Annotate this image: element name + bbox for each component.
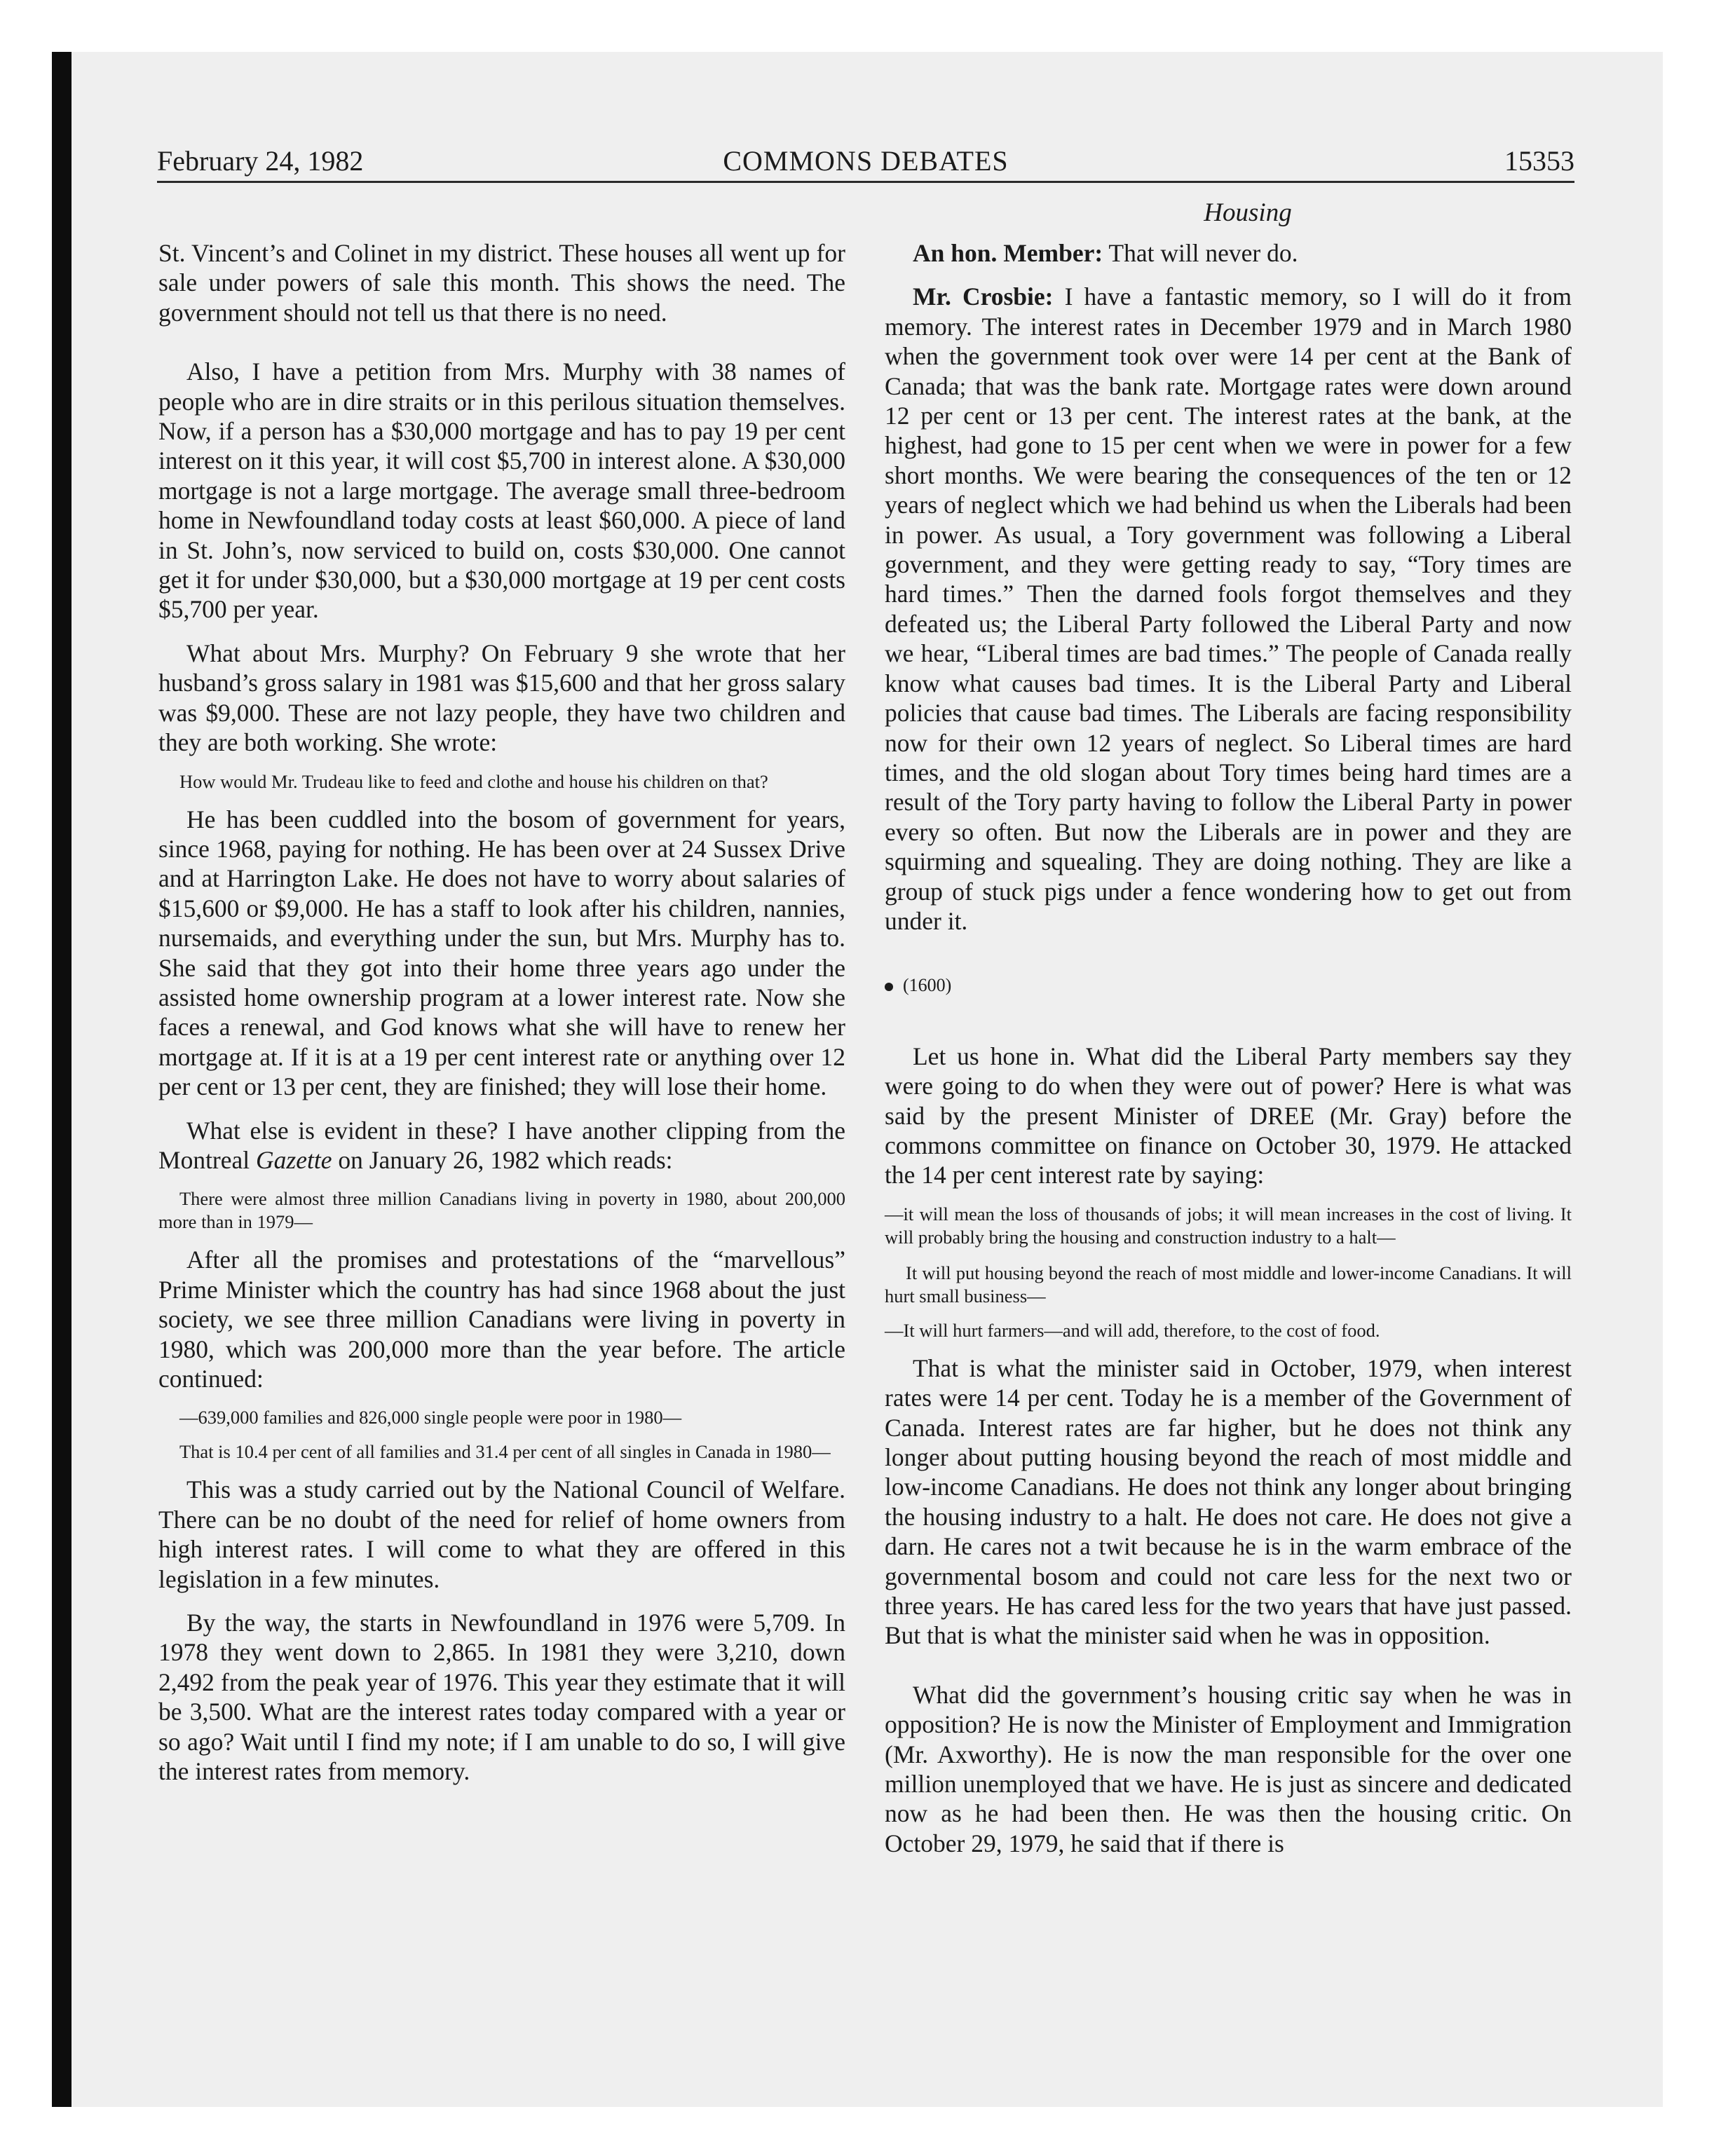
speech: [885, 238, 1572, 268]
quotation: —639,000 families and 826,000 single people were poor in 1980—: [179, 1407, 682, 1428]
header-title: COMMONS DEBATES: [723, 145, 1009, 177]
right-column: [885, 238, 1572, 1858]
paragraph: What about Mrs. Murphy? On February 9 she wrote that her husband’s gross salary in 1981 was $15,600 and that her gross salary was $9,000. These are not lazy people, they have two children and they are both working. She wrote:: [158, 639, 845, 757]
paragraph: This was a study carried out by the National Council of Welfare. There can be no doubt of the need for relief of home owners from high interest rates. I will come to what they are offered in this legislation in a few minutes.: [158, 1475, 845, 1593]
paragraph: [158, 1116, 845, 1175]
paragraph: Also, I have a petition from Mrs. Murphy with 38 names of people who are in dire straits or in this perilous situation themselves. Now, if a person has a $30,000 mortgage and has to pay 19 per cent interest on it this year, it will cost $5,700 in interest alone. A $30,000 mortgage is not a large mortgage. The average small three-bedroom home in Newfoundland today costs at least $60,000. A piece of land in St. John’s, now serviced to build on, costs $30,000. One cannot get it for under $30,000, but a $30,000 mortgage at 19 per cent costs $5,700 per year.: [158, 357, 845, 624]
paragraph: That is what the minister said in October, 1979, when interest rates were 14 per cent. Today he is a member of the Government of Canada. Interest rates are far higher, but he does not think any longer about putting housing beyond the reach of most middle and low-income Canadians. He does not think any longer about bringing the housing industry to a halt. He does not care. He does not give a darn. He cares not a twit because he is in the warm embrace of the governmental bosom and could not care less for the next two or three years. He has cared less for the two years that have just passed. But that is what the minister said when he was in opposition.: [885, 1353, 1572, 1650]
scan-edge: [52, 52, 72, 2107]
paragraph: St. Vincent’s and Colinet in my district. These houses all went up for sale under powers of sale this month. This shows the need. The government should not tell us that there is no need.: [158, 239, 845, 327]
quotation: —it will mean the loss of thousands of jobs; it will mean increases in the cost of living. It will probably bring the housing and construction industry to a halt—: [885, 1203, 1572, 1248]
paragraph: By the way, the starts in Newfoundland in 1976 were 5,709. In 1978 they went down to 2,865. In 1981 they were 3,210, down 2,492 from the peak year of 1976. This year they estimate that it will be 3,500. What are the interest rates today compared with a year or so ago? Wait until I find my note; if I am unable to do so, I will give the interest rates from memory.: [158, 1609, 845, 1786]
time-marker-text: (1600): [903, 975, 952, 996]
bullet-icon: [885, 983, 893, 991]
paragraph: Let us hone in. What did the Liberal Party members say they were going to do when they were out of power? Here is what was said by the present Minister of DREE (Mr. Gray) before the commons committee on finance on October 30, 1979. He attacked the 14 per cent interest rate by saying:: [885, 1042, 1572, 1189]
text-span: What else is evident in these? I have another clipping from the Montreal: [158, 1116, 845, 1174]
publication-name: Gazette: [256, 1145, 332, 1174]
quotation: How would Mr. Trudeau like to feed and clothe and house his children on that?: [179, 770, 768, 792]
header-page-number: 15353: [1504, 145, 1574, 177]
speaker-name: Mr. Crosbie:: [913, 282, 1054, 311]
quotation: It will put housing beyond the reach of most middle and lower-income Canadians. It will hurt small business—: [885, 1262, 1572, 1306]
paragraph: After all the promises and protestations of the “marvellous” Prime Minister which the country has had since 1968 about the just society, we see three million Canadians were living in poverty in 1980, which was 200,000 more than the year before. The article continued:: [158, 1246, 845, 1393]
quotation: —It will hurt farmers—and will add, therefore, to the cost of food.: [885, 1319, 1380, 1341]
speech-text: I have a fantastic memory, so I will do it from memory. The interest rates in December 1979 and in March 1980 when the government took over were 14 per cent at the Bank of Canada; that was the bank rate. Mortgage rates were down around 12 per cent or 13 per cent. The interest rates at the bank, at the highest, had gone to 15 per cent when we were in power for a few short months. We were bearing the consequences of the ten or 12 years of neglect which we had behind us when the Liberals had been in power. As usual, a Tory government was following a Liberal government, and they were getting ready to say, “Tory times are hard times.” Then the darned fools forgot themselves and they defeated us; the Liberal Party followed the Liberal Party and now we hear, “Liberal times are bad times.” The people of Canada really know what causes bad times. It is the Liberal Party and Liberal policies that cause bad times. The Liberals are facing responsibility now for their own 12 years of neglect. So Liberal times are hard times, and the old slogan about Tory times being hard times are a result of the Tory party having to follow the Liberal Party in power every so often. But now the Liberals are in power and they are squirming and squealing. They are doing nothing. They are like a group of stuck pigs under a fence wondering how to get out from under it.: [885, 282, 1572, 935]
time-marker: [885, 971, 1572, 1000]
left-column: [158, 238, 845, 1786]
text-span: on January 26, 1982 which reads:: [332, 1145, 673, 1174]
paragraph: What did the government’s housing critic say when he was in opposition? He is now the Minister of Employment and Immigration (Mr. Axworthy). He is now the man responsible for the over one million unemployed that we have. He is just as sincere and dedicated now as he had been then. He was then the housing critic. On October 29, 1979, he said that if there is: [885, 1680, 1572, 1857]
header-date: February 24, 1982: [157, 145, 364, 177]
quotation: That is 10.4 per cent of all families and 31.4 per cent of all singles in Canada in 1980—: [179, 1441, 831, 1463]
page-header: [157, 144, 1574, 183]
speaker-name: An hon. Member:: [913, 239, 1103, 267]
speech-text: That will never do.: [1103, 239, 1298, 267]
quotation: There were almost three million Canadians living in poverty in 1980, about 200,000 more than in 1979—: [158, 1188, 845, 1233]
speech: [885, 282, 1572, 936]
paragraph: He has been cuddled into the bosom of government for years, since 1968, paying for nothing. He has been over at 24 Sussex Drive and at Harrington Lake. He does not have to worry about salaries of $15,600 or $9,000. He has a staff to look after his children, nannies, nursemaids, and everything under the sun, but Mrs. Murphy has to. She said that they got into their home three years ago under the assisted home ownership program at a lower interest rate. Now she faces a renewal, and God knows what she will have to renew her mortgage at. If it is at a 19 per cent interest rate or anything over 12 per cent or 13 per cent, they are finished; they will lose their home.: [158, 805, 845, 1101]
running-head: Housing: [1204, 198, 1292, 227]
